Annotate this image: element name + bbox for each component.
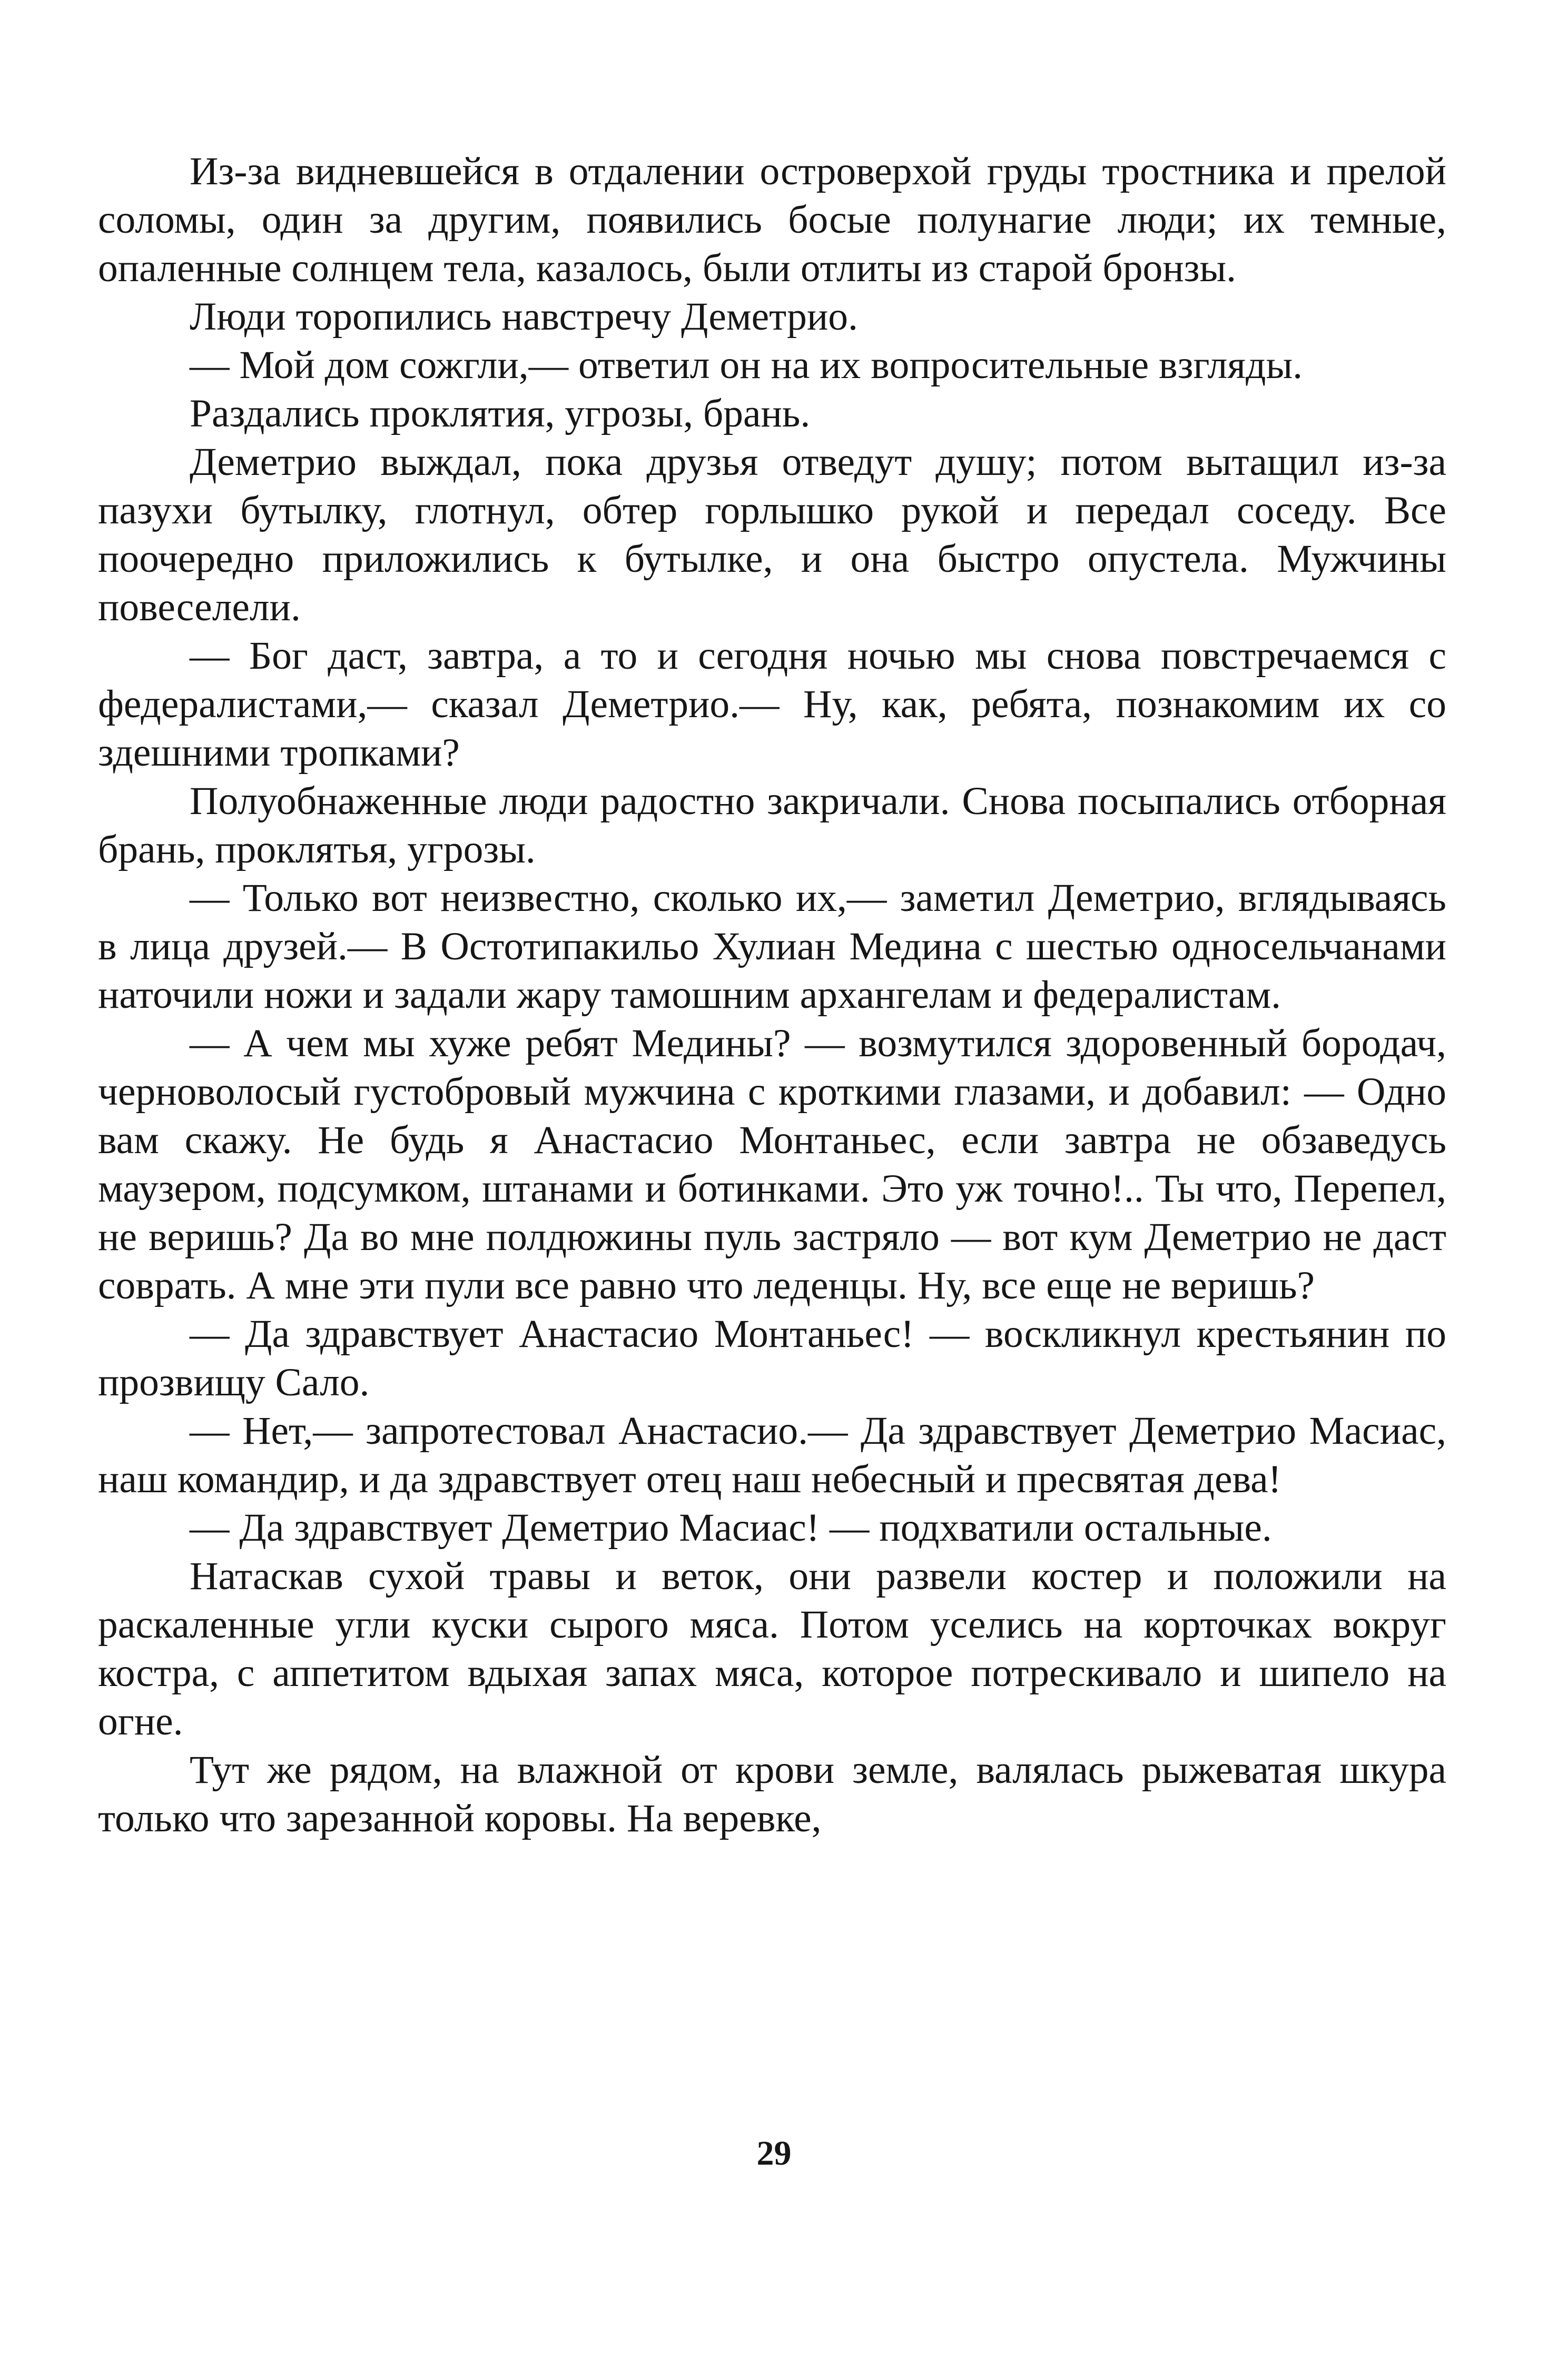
page-number: 29	[756, 2134, 792, 2173]
paragraph: — Да здравствует Анастасио Монтаньес! — воскликнул крестьянин по прозвищу Сало.	[98, 1312, 1446, 1404]
paragraph: Полуобнаженные люди радостно закричали. Снова посыпались отборная брань, проклятья, угрозы.	[98, 779, 1446, 871]
paragraph: Натаскав сухой травы и веток, они развели костер и положили на раскаленные угли куски сырого мяса. Потом уселись на корточках вокруг костра, с аппетитом вдыхая запах мяса, которое потрескивало и шипело на огне.	[98, 1554, 1446, 1743]
paragraph: Раздались проклятия, угрозы, брань.	[190, 392, 811, 435]
paragraph: — А чем мы хуже ребят Медины? — возмутился здоровенный бородач, черноволосый густобровый мужчина с кроткими глазами, и добавил: — Одно вам скажу. Не будь я Анастасио Монтаньес, если завтра не обзаведусь маузером, подсумком, штанами и ботинками. Это уж точно!.. Ты что, Перепел, не веришь? Да во мне полдюжины пуль застряло — вот кум Деметрио не даст соврать. А мне эти пули все равно что леденцы. Ну, все еще не веришь?	[98, 1022, 1446, 1307]
page-text-block	[98, 147, 1446, 1843]
paragraph: — Бог даст, завтра, а то и сегодня ночью мы снова повстречаемся с федералистами,— сказал Деметрио.— Ну, как, ребята, познакомим их со здешними тропками?	[98, 634, 1446, 775]
paragraph: — Только вот неизвестно, сколько их,— заметил Деметрио, вглядываясь в лица друзей.— В Остотипакильо Хулиан Медина с шестью односельчанами наточили ножи и задали жару тамошним архангелам и федералистам.	[98, 876, 1446, 1017]
paragraph: Люди торопились навстречу Деметрио.	[190, 295, 858, 339]
paragraph: — Нет,— запротестовал Анастасио.— Да здравствует Деметрио Масиас, наш командир, и да здравствует отец наш небесный и пресвятая дева!	[98, 1409, 1446, 1501]
paragraph: — Мой дом сожгли,— ответил он на их вопросительные взгляды.	[190, 343, 1303, 387]
paragraph: Тут же рядом, на влажной от крови земле, валялась рыжеватая шкура только что зарезанной коровы. На веревке,	[98, 1748, 1446, 1840]
paragraph: — Да здравствует Деметрио Масиас! — подхватили остальные.	[190, 1506, 1272, 1550]
paragraph: Из-за видневшейся в отдалении островерхой груды тростника и прелой соломы, один за другим, появились босые полунагие люди; их темные, опаленные солнцем тела, казалось, были отлиты из старой бронзы.	[98, 150, 1446, 290]
paragraph: Деметрио выждал, пока друзья отведут душу; потом вытащил из-за пазухи бутылку, глотнул, обтер горлышко рукой и передал соседу. Все поочередно приложились к бутылке, и она быстро опустела. Мужчины повеселели.	[98, 440, 1446, 629]
